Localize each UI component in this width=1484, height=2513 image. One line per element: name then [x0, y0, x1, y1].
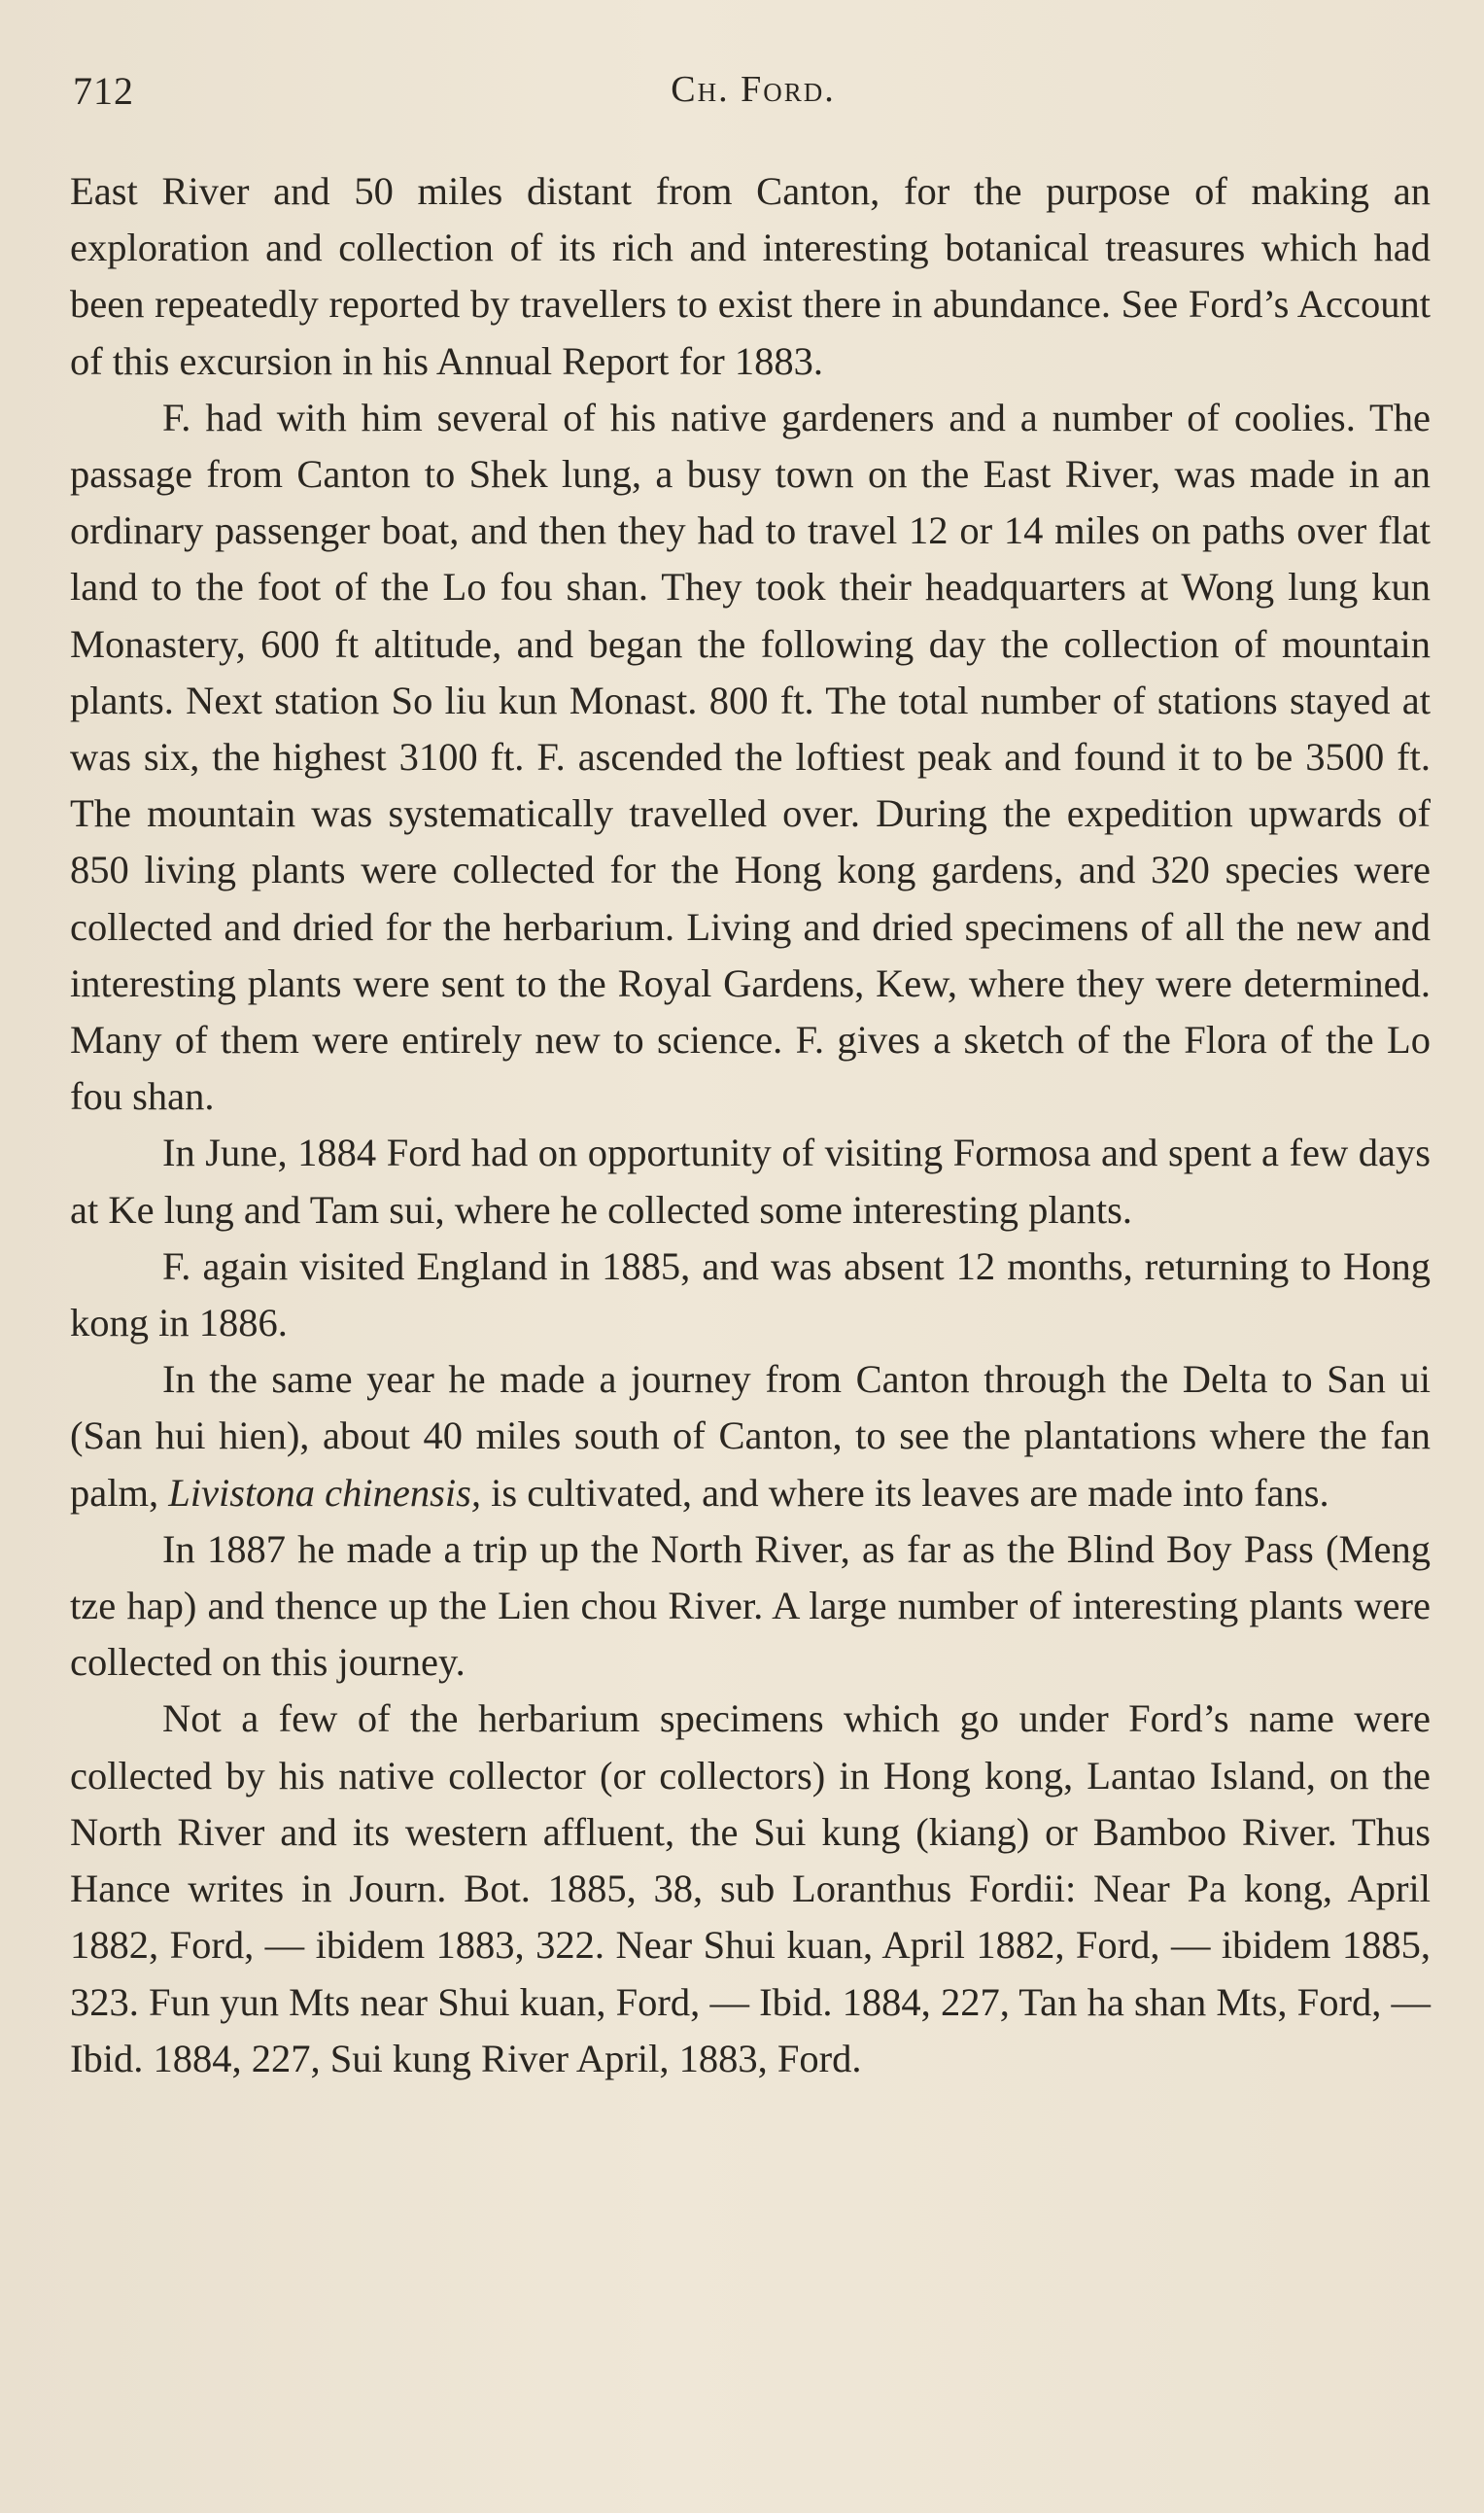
- paragraph-lo-fou-expedition: F. had with him several of his native gardeners and a number of coolies. The passage from Canton to Shek lung, a busy town on the East River, was made in an ordinary passenger boat, and then they had to travel 12 or 14 miles on paths over flat land to the foot of the Lo fou shan. They took their headquarters at Wong lung kun Monastery, 600 ft altitude, and began the following day the collection of mountain plants. Next station So liu kun Monast. 800 ft. The total number of stations stayed at was six, the highest 3100 ft. F. ascended the loftiest peak and found it to be 3500 ft. The mountain was systematically travelled over. During the expedition upwards of 850 living plants were collected for the Hong kong gardens, and 320 species were collected and dried for the herbarium. Living and dried specimens of all the new and interesting plants were sent to the Royal Gardens, Kew, where they were determined. Many of them were entirely new to science. F. gives a sketch of the Flora of the Lo fou shan.: [70, 395, 1431, 1119]
- paragraph-herbarium-specimens: Not a few of the herbarium specimens which go under Ford’s name were collected by his native collector (or collectors) in Hong kong, Lantao Island, on the North River and its western affluent, the Sui kung (kiang) or Bamboo River. Thus Hance writes in Journ. Bot. 1885, 38, sub Loranthus Fordii: Near Pa kong, April 1882, Ford, — ibidem 1883, 322. Near Shui kuan, April 1882, Ford, — ibidem 1885, 323. Fun yun Mts near Shui kuan, Ford, — Ibid. 1884, 227, Tan ha shan Mts, Ford, — Ibid. 1884, 227, Sui kung River April, 1883, Ford.: [70, 1696, 1431, 2080]
- paragraph-formosa-visit: In June, 1884 Ford had on opportunity of visiting Formosa and spent a few days at Ke lung and Tam sui, where he collected some interesting plants.: [70, 1131, 1431, 1232]
- paragraph-text: is cultivated, and where its leaves are made into fans.: [480, 1470, 1329, 1515]
- page-number: 712: [73, 69, 134, 113]
- paragraph-england-visit: F. again visited England in 1885, and was absent 12 months, returning to Hong kong in 1886.: [70, 1243, 1431, 1345]
- paragraph-continuation: East River and 50 miles distant from Canton, for the purpose of making an exploration and collection of its rich and interesting botanical treasures which had been repeatedly reported by travellers to exist there in abundance. See Ford’s Account of this excursion in his Annual Report for 1883.: [70, 169, 1431, 383]
- paragraph-san-ui-journey: [70, 1351, 1431, 1521]
- paragraph-north-river-trip: In 1887 he made a trip up the North River, as far as the Blind Boy Pass (Meng tze hap) and thence up the Lien chou River. A large number of interesting plants were collected on this journey.: [70, 1526, 1431, 1685]
- body-text: [70, 163, 1431, 2087]
- running-head: Ch. Ford.: [671, 69, 836, 110]
- paragraph-text: In the same year he made a journey from Canton through the Delta to San ui (San hui hien), about 40 miles south of Canton, to see the plantations where the fan palm,: [70, 1357, 1431, 1515]
- species-name: Livistona chinensis,: [168, 1470, 481, 1515]
- page-header: [73, 68, 1433, 126]
